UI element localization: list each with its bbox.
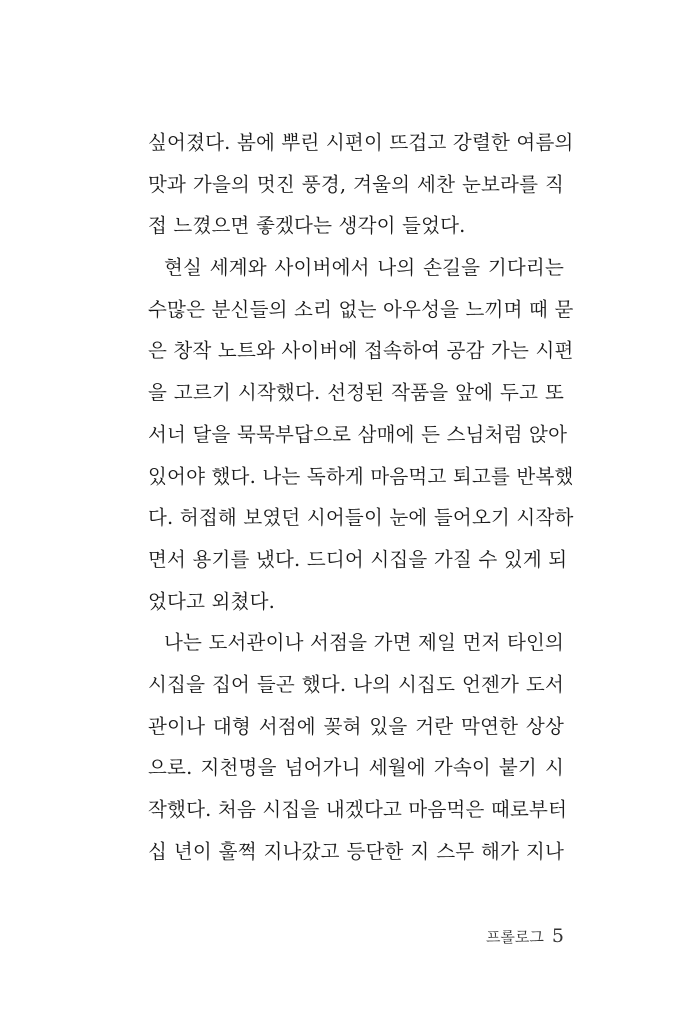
text-line: 시집을 집어 들곤 했다. 나의 시집도 언젠가 도서 bbox=[148, 672, 564, 696]
text-line: 접 느꼈으면 좋겠다는 생각이 들었다. bbox=[148, 214, 466, 238]
text-line: 현실 세계와 사이버에서 나의 손길을 기다리는 bbox=[164, 256, 564, 280]
text-line: 수많은 분신들의 소리 없는 아우성을 느끼며 때 묻 bbox=[148, 297, 574, 321]
text-line: 으로. 지천명을 넘어가니 세월에 가속이 붙기 시 bbox=[148, 756, 564, 780]
text-line: 맛과 가을의 멋진 풍경, 겨울의 세찬 눈보라를 직 bbox=[148, 172, 564, 196]
text-line: 싶어졌다. 봄에 뿌린 시편이 뜨겁고 강렬한 여름의 bbox=[148, 131, 574, 154]
page-footer bbox=[486, 921, 564, 951]
text-line: 있어야 했다. 나는 독하게 마음먹고 퇴고를 반복했 bbox=[148, 464, 574, 488]
text-line: 관이나 대형 서점에 꽂혀 있을 거란 막연한 상상 bbox=[148, 714, 564, 738]
paragraph-2 bbox=[148, 253, 574, 628]
paragraph-1 bbox=[148, 128, 574, 253]
text-line: 십 년이 훌쩍 지나갔고 등단한 지 스무 해가 지나 bbox=[148, 839, 564, 863]
text-line: 었다고 외쳤다. bbox=[148, 589, 276, 613]
text-line: 은 창작 노트와 사이버에 접속하여 공감 가는 시편 bbox=[148, 339, 574, 363]
body-text bbox=[148, 128, 574, 878]
section-title: 프롤로그 bbox=[485, 928, 544, 946]
page-number: 5 bbox=[551, 925, 564, 947]
text-line: 을 고르기 시작했다. 선정된 작품을 앞에 두고 또 bbox=[148, 381, 564, 405]
text-line: 서너 달을 묵묵부답으로 삼매에 든 스님처럼 앉아 bbox=[148, 422, 568, 446]
text-line: 다. 허접해 보였던 시어들이 눈에 들어오기 시작하 bbox=[148, 506, 574, 530]
paragraph-3 bbox=[148, 628, 568, 878]
text-line: 작했다. 처음 시집을 내겠다고 마음먹은 때로부터 bbox=[148, 798, 568, 821]
text-line: 면서 용기를 냈다. 드디어 시집을 가질 수 있게 되 bbox=[148, 547, 568, 571]
text-line: 나는 도서관이나 서점을 가면 제일 먼저 타인의 bbox=[164, 631, 565, 655]
